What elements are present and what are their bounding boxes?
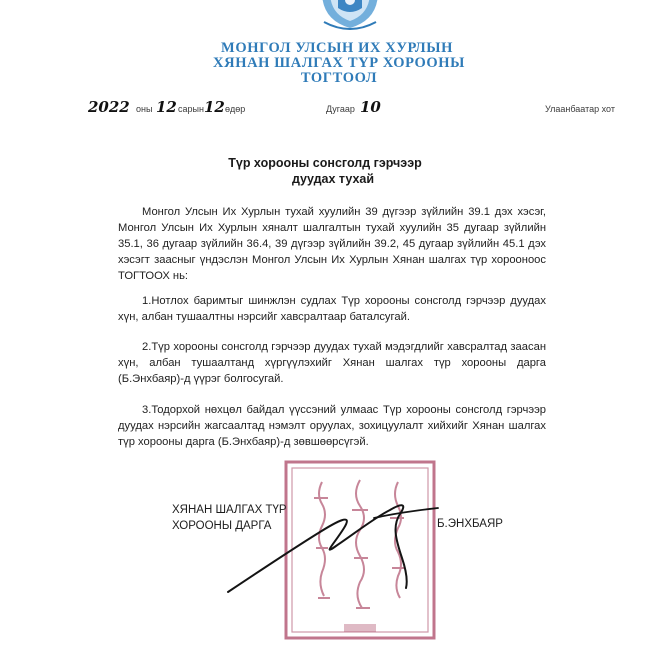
document-title-line2: дуудах тухай (291, 172, 375, 186)
date-day-label: өдөр (225, 104, 246, 114)
preamble-paragraph (118, 204, 546, 284)
date-line (0, 98, 650, 120)
document-title-line1: Түр хорооны сонсголд гэрчээр (228, 156, 422, 170)
resolution-item-2 (118, 339, 546, 387)
date-day: 12 (204, 98, 225, 116)
date-year: 2022 (88, 98, 130, 116)
header-line-committee: ХЯНАН ШАЛГАХ ТҮР ХОРООНЫ (213, 55, 465, 71)
preamble-text: Монгол Улсын Их Хурлын тухай хуулийн 39 дүгээр зүйлийн 39.1 дэх хэсэг, Монгол Улсын Их Хурлын хяналт шалгалтын тухай хуулийн 35 дугаар зүйлийн 35.1, 36 дугаар зүйлийн 36.4, 39 дүгээр зүйлийн 39.2, 45 дугаар зүйлийн 45.1 дэх хэсэгт заасныг үндэслэн Монгол Улсын Их Хурлын Хянан шалгах түр хорооноос ТОГТООХ нь: (118, 206, 546, 282)
header-line-resolution: ТОГТООЛ (300, 70, 378, 86)
item-3-text: 3.Тодорхой нөхцөл байдал үүссэний улмаас Түр хорооны сонсголд гэрчээр дуудах нэрсийн жагсаалтад нэмэлт оруулах, зохицуулалт хийхийг Хянан шалгах түр хорооны дарга (Б.Энхбаяр)-д зөвшөөрсүгэй. (118, 404, 546, 448)
date-month: 12 (156, 98, 177, 116)
date-year-label: оны (136, 104, 153, 114)
signatory-title-line1: ХЯНАН ШАЛГАХ ТҮР (172, 504, 287, 516)
resolution-item-1 (118, 293, 546, 325)
state-emblem-icon (318, 0, 382, 32)
handwritten-signature (224, 488, 444, 598)
date-month-label: сарын (178, 104, 204, 114)
signatory-name: Б.ЭНХБАЯР (437, 518, 503, 530)
header-line-parliament: МОНГОЛ УЛСЫН ИХ ХУРЛЫН (221, 40, 453, 56)
place-label: Улаанбаатар хот (545, 104, 615, 114)
item-2-text: 2.Түр хорооны сонсголд гэрчээр дуудах тухай мэдэгдлийг хавсралтад заасан хүн, албан тушаалтанд хүргүүлэхийг Хянан шалгах түр хорооны дарга (Б.Энхбаяр)-д үүрэг болгосугай. (118, 341, 546, 385)
resolution-item-3 (118, 402, 546, 450)
number-label: Дугаар (326, 104, 355, 114)
signatory-title-line2: ХОРООНЫ ДАРГА (172, 520, 272, 532)
resolution-number: 10 (360, 98, 381, 116)
item-1-text: 1.Нотлох баримтыг шинжлэн судлах Түр хорооны сонсголд гэрчээр дуудах хүн, албан тушаалтны нэрсийг хавсралтаар баталсугай. (118, 295, 546, 323)
